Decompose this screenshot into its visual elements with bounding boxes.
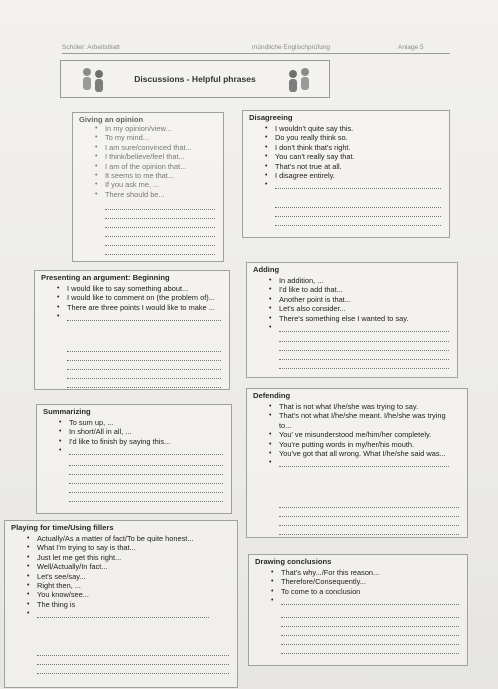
blank-list-item [247, 458, 457, 467]
conclusions-box [248, 554, 468, 666]
list-item: • To come to a conclusion [249, 587, 467, 596]
list-item: • In short/All in all, ... [37, 427, 231, 436]
list-item: • To sum up, ... [37, 418, 231, 427]
blank-list-item [243, 180, 449, 189]
list-item: • That's not what I/he/she meant. I/he/she was trying to... [247, 411, 457, 430]
list-item: • The thing is [5, 600, 217, 609]
presenting-argument-title: Presenting an argument: Beginning [41, 273, 170, 282]
list-item: • You' ve misunderstood me/him/her completely. [247, 430, 457, 439]
adding-title: Adding [253, 265, 280, 274]
list-item: • I wouldn't quite say this. [243, 124, 449, 133]
list-item: • I don't think that's right. [243, 143, 449, 152]
list-item: • In my opinion/view... [73, 124, 223, 133]
list-item: • I disagree entirely. [243, 171, 449, 180]
blank-list-item [5, 609, 217, 618]
conclusions-title: Drawing conclusions [255, 557, 332, 566]
disagreeing-title: Disagreeing [249, 113, 293, 122]
title-box [60, 60, 330, 98]
list-item: • I think/believe/feel that... [73, 152, 223, 161]
header-left-text: Schüler: Arbeitsblatt [62, 44, 120, 51]
fillers-list [5, 534, 217, 619]
conclusions-list [249, 568, 467, 606]
list-item: • You've got that all wrong. What I/he/she said was... [247, 449, 457, 458]
list-item: • Do you really think so. [243, 133, 449, 142]
blank-writing-lines [37, 457, 231, 502]
list-item: • That's why.../For this reason... [249, 568, 467, 577]
list-item: • In addition, ... [247, 276, 457, 285]
list-item: • You know/see... [5, 590, 217, 599]
summarizing-title: Summarizing [43, 407, 91, 416]
summarizing-list [37, 418, 231, 456]
list-item: • That's not true at all. [243, 162, 449, 171]
list-item: • I'd like to finish by saying this... [37, 437, 231, 446]
blank-list-item [35, 312, 229, 321]
list-item: • Therefore/Consequently... [249, 577, 467, 586]
presenting-argument-list [35, 284, 229, 322]
page-title: Discussions - Helpful phrases [134, 74, 256, 84]
giving-opinion-list [73, 124, 223, 199]
blank-writing-lines [243, 199, 449, 226]
blank-writing-lines [5, 647, 237, 674]
adding-list [247, 276, 457, 332]
blank-list-item [249, 596, 467, 605]
list-item: • Well/Actually/In fact... [5, 562, 217, 571]
blank-writing-lines [35, 343, 229, 388]
list-item: • Right then, ... [5, 581, 217, 590]
list-item: • What I'm trying to say is that... [5, 543, 217, 552]
list-item: • Let's see/say... [5, 572, 217, 581]
list-item: • You're putting words in my/her/his mouth. [247, 440, 457, 449]
defending-list [247, 402, 457, 468]
disagreeing-box [242, 110, 450, 238]
list-item: • To my mind... [73, 133, 223, 142]
list-item: • I would like to say something about... [35, 284, 229, 293]
list-item: • I am sure/convinced that... [73, 143, 223, 152]
list-item: • I would like to comment on (the problem of)... [35, 293, 229, 302]
list-item: • There are three points I would like to make ... [35, 303, 229, 312]
list-item: • You can't really say that. [243, 152, 449, 161]
list-item: • I am of the opinion that... [73, 162, 223, 171]
defending-title: Defending [253, 391, 291, 400]
fillers-title: Playing for time/Using fillers [11, 523, 114, 532]
list-item: • That is not what I/he/she was trying to say. [247, 402, 457, 411]
disagreeing-list [243, 124, 449, 190]
presenting-argument-box [34, 270, 230, 390]
giving-opinion-box [72, 112, 224, 262]
blank-writing-lines [73, 201, 223, 255]
header-right-text: Anlage 5 [398, 44, 424, 51]
discussion-people-icon-right [283, 65, 315, 95]
blank-writing-lines [249, 609, 467, 654]
blank-writing-lines [247, 499, 467, 535]
list-item: • If you ask me, ... [73, 180, 223, 189]
list-item: • Just let me get this right... [5, 553, 217, 562]
giving-opinion-title: Giving an opinion [79, 115, 144, 124]
list-item: • There should be... [73, 190, 223, 199]
fillers-box [4, 520, 238, 688]
header-rule [62, 53, 450, 54]
list-item: • Actually/As a matter of fact/To be quite honest... [5, 534, 217, 543]
blank-list-item [37, 446, 231, 455]
adding-box [246, 262, 458, 378]
list-item: • I'd like to add that... [247, 285, 457, 294]
blank-writing-lines [247, 333, 457, 369]
list-item: • There's something else I wanted to say. [247, 314, 457, 323]
defending-box [246, 388, 468, 538]
list-item: • Let's also consider... [247, 304, 457, 313]
list-item: • Another point is that... [247, 295, 457, 304]
summarizing-box [36, 404, 232, 514]
blank-list-item [247, 323, 457, 332]
list-item: • It seems to me that... [73, 171, 223, 180]
header-center-text: mündliche Englischprüfung [252, 44, 331, 51]
